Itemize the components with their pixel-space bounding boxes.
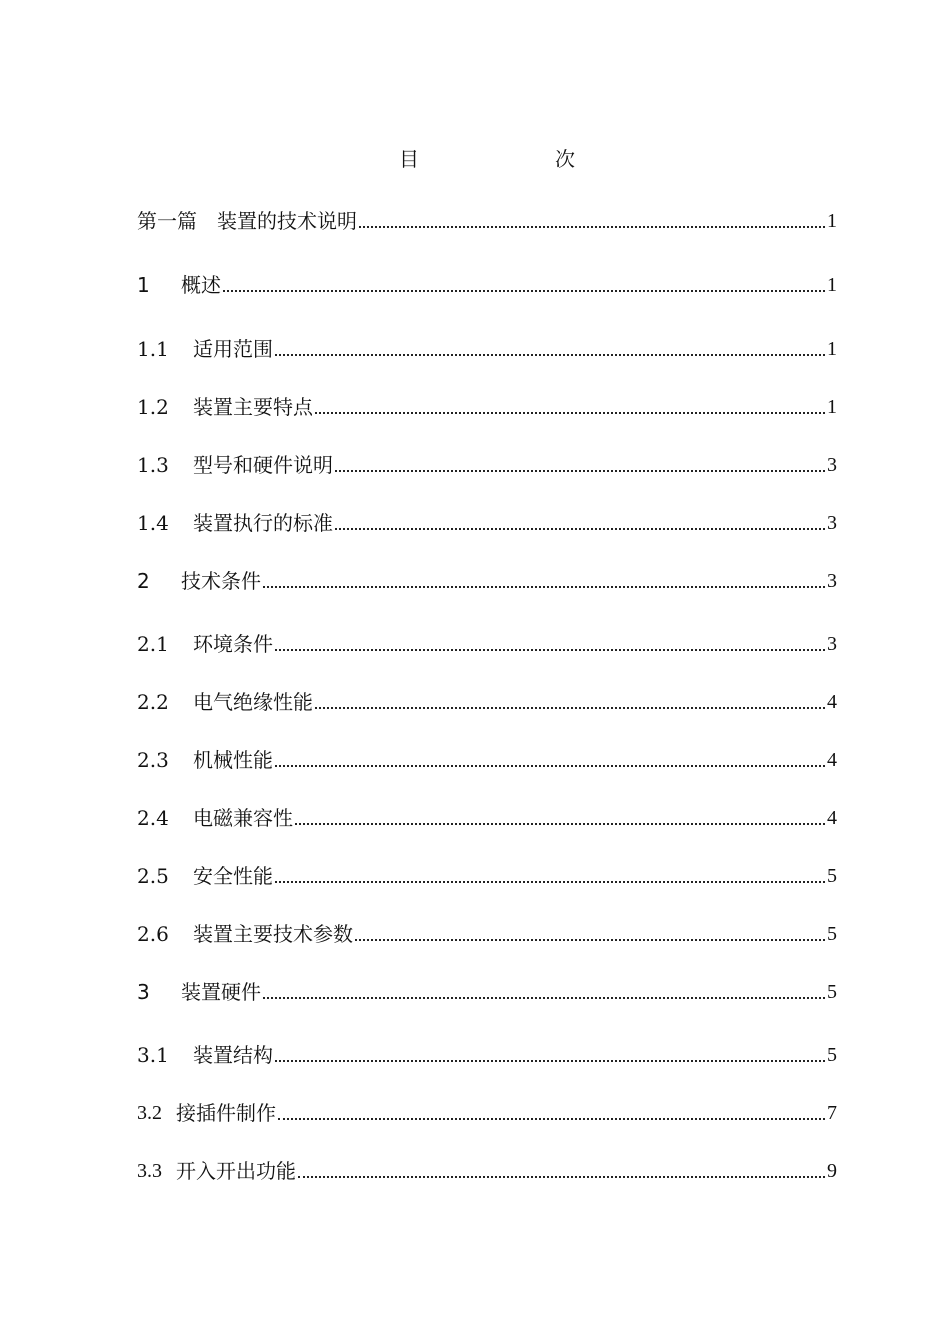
toc-entry[interactable] (137, 267, 837, 297)
toc-entry-page: 3 (827, 570, 837, 592)
toc-entry-number: 2.4 (137, 806, 189, 830)
toc-entry[interactable] (137, 626, 837, 656)
toc-entry[interactable] (137, 389, 837, 419)
toc-entry-label: 型号和硬件说明 (193, 453, 333, 477)
toc-entry-page: 3 (827, 512, 837, 534)
toc-entry-number: 3.2 (137, 1102, 167, 1124)
toc-entry-page: 7 (827, 1102, 837, 1124)
toc-entry-label: 装置的技术说明 (217, 209, 357, 233)
dot-leader (275, 649, 825, 651)
toc-entry-number: 1.3 (137, 453, 189, 477)
dot-leader (315, 707, 825, 709)
toc-entry-page: 5 (827, 865, 837, 887)
toc-entry-label: 电气绝缘性能 (193, 690, 313, 714)
toc-entry[interactable] (137, 331, 837, 361)
toc-entry-page: 3 (827, 633, 837, 655)
dot-leader (275, 765, 825, 767)
dot-leader (275, 881, 825, 883)
toc-entry-number: 第一篇 (137, 209, 217, 233)
toc-entry-label: 机械性能 (193, 748, 273, 772)
toc-entry-number: 2.2 (137, 690, 189, 714)
dot-leader (275, 354, 825, 356)
toc-entry[interactable] (137, 742, 837, 772)
toc-entry[interactable] (137, 800, 837, 830)
toc-entry-page: 1 (827, 396, 837, 418)
toc-entry-page: 5 (827, 981, 837, 1003)
toc-entry-label: 装置执行的标准 (193, 511, 333, 535)
toc-title-char-1: 目 (399, 147, 419, 171)
toc-entry-number: 2 (137, 569, 177, 593)
dot-leader (263, 997, 825, 999)
toc-entry-number: 3.1 (137, 1043, 189, 1067)
toc-entry[interactable] (137, 1037, 837, 1067)
dot-leader (278, 1118, 825, 1120)
toc-entry[interactable] (137, 974, 837, 1004)
dot-leader (335, 470, 825, 472)
toc-entry-label: 接插件制作 (176, 1101, 276, 1125)
toc-entry-page: 5 (827, 923, 837, 945)
toc-entry-number: 2.5 (137, 864, 189, 888)
toc-entry-number: 2.3 (137, 748, 189, 772)
toc-entry[interactable] (137, 203, 837, 233)
toc-entry[interactable] (137, 1153, 837, 1183)
toc-entry-page: 5 (827, 1044, 837, 1066)
toc-entry[interactable] (137, 505, 837, 535)
toc-entry[interactable] (137, 447, 837, 477)
toc-entry-page: 4 (827, 749, 837, 771)
toc-entry-label: 技术条件 (181, 569, 261, 593)
toc-entry-page: 1 (827, 338, 837, 360)
toc-entry-number: 1.2 (137, 395, 189, 419)
toc-entry-page: 4 (827, 691, 837, 713)
toc-entry-label: 装置结构 (193, 1043, 273, 1067)
toc-entry[interactable] (137, 684, 837, 714)
toc-entry-number: 3 (137, 980, 177, 1004)
toc-entry-number: 2.1 (137, 632, 189, 656)
toc-entry-number: 1 (137, 273, 177, 297)
dot-leader (355, 939, 825, 941)
toc-entry-page: 4 (827, 807, 837, 829)
toc-entry-label: 开入开出功能 (176, 1159, 296, 1183)
dot-leader (359, 226, 825, 228)
toc-entry-label: 概述 (181, 273, 221, 297)
toc-entry[interactable] (137, 1095, 837, 1125)
toc-entry-number: 1.4 (137, 511, 189, 535)
dot-leader (335, 528, 825, 530)
toc-entry-label: 安全性能 (193, 864, 273, 888)
toc-entry[interactable] (137, 916, 837, 946)
dot-leader (298, 1176, 825, 1178)
toc-entry-page: 9 (827, 1160, 837, 1182)
toc-entry-label: 环境条件 (193, 632, 273, 656)
toc-entry-label: 适用范围 (193, 337, 273, 361)
toc-title-char-2: 次 (555, 147, 575, 171)
toc-entry[interactable] (137, 858, 837, 888)
toc-entry-label: 装置硬件 (181, 980, 261, 1004)
toc-entry[interactable] (137, 563, 837, 593)
dot-leader (263, 586, 825, 588)
dot-leader (223, 290, 825, 292)
toc-entry-label: 装置主要技术参数 (193, 922, 353, 946)
toc-entry-number: 1.1 (137, 337, 189, 361)
dot-leader (315, 412, 825, 414)
toc-entry-page: 1 (827, 210, 837, 232)
toc-entry-number: 3.3 (137, 1160, 167, 1182)
toc-entry-label: 装置主要特点 (193, 395, 313, 419)
dot-leader (295, 823, 825, 825)
dot-leader (275, 1060, 825, 1062)
toc-entry-label: 电磁兼容性 (193, 806, 293, 830)
toc-entry-number: 2.6 (137, 922, 189, 946)
toc-entry-page: 3 (827, 454, 837, 476)
toc-entry-page: 1 (827, 274, 837, 296)
